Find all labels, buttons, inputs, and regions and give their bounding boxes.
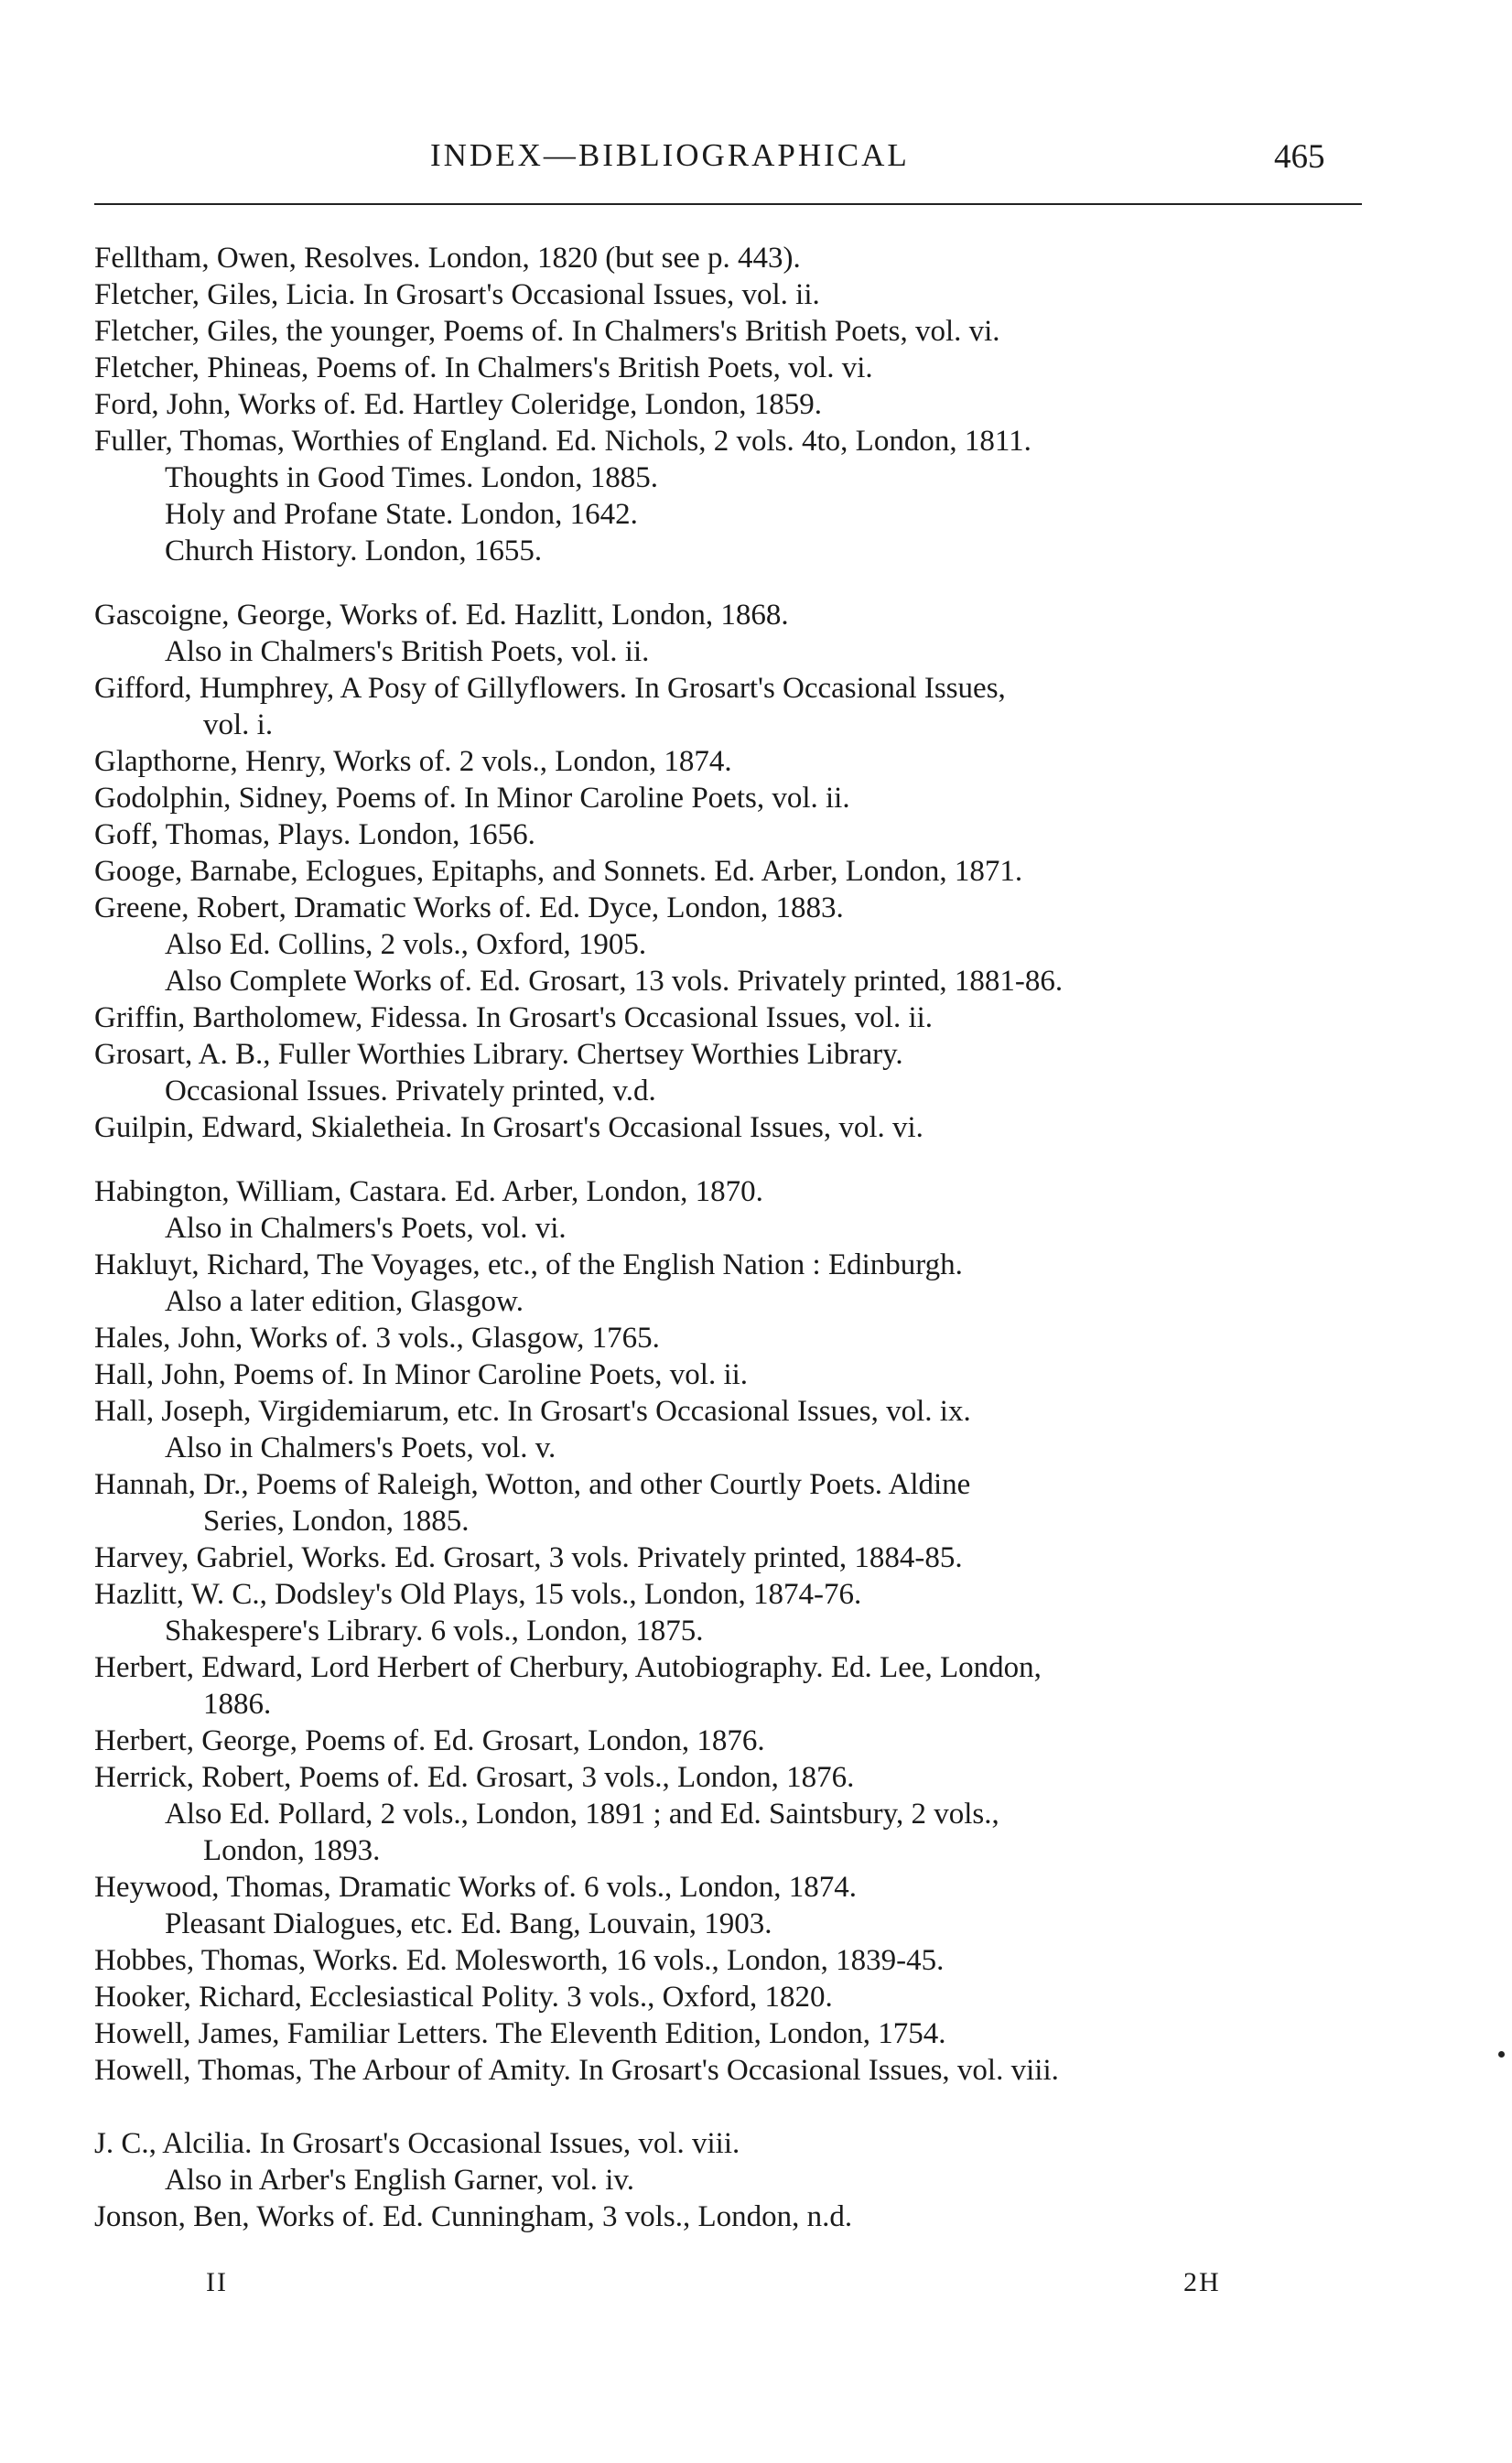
index-subentry: Shakespere's Library. 6 vols., London, 1875.: [165, 1615, 704, 1647]
index-entry: Fletcher, Giles, Licia. In Grosart's Occasional Issues, vol. ii.: [94, 278, 820, 311]
index-entry: Grosart, A. B., Fuller Worthies Library. Chertsey Worthies Library.: [94, 1038, 903, 1071]
index-entry: Ford, John, Works of. Ed. Hartley Coleridge, London, 1859.: [94, 388, 823, 421]
index-entry: Howell, Thomas, The Arbour of Amity. In Grosart's Occasional Issues, vol. viii.: [94, 2054, 1059, 2087]
index-entry: Goff, Thomas, Plays. London, 1656.: [94, 818, 535, 851]
index-entry: Hooker, Richard, Ecclesiastical Polity. 3 vols., Oxford, 1820.: [94, 1981, 833, 2014]
index-subentry: Also in Chalmers's Poets, vol. v.: [165, 1431, 556, 1464]
index-entry: Herbert, George, Poems of. Ed. Grosart, London, 1876.: [94, 1724, 765, 1757]
index-entry: Herrick, Robert, Poems of. Ed. Grosart, 3 vols., London, 1876.: [94, 1761, 855, 1794]
index-entry: Harvey, Gabriel, Works. Ed. Grosart, 3 vols. Privately printed, 1884-85.: [94, 1541, 963, 1574]
index-subentry: Occasional Issues. Privately printed, v.d.: [165, 1075, 656, 1107]
index-entry: Hobbes, Thomas, Works. Ed. Molesworth, 16 vols., London, 1839-45.: [94, 1944, 945, 1977]
index-entry: Fuller, Thomas, Worthies of England. Ed. Nichols, 2 vols. 4to, London, 1811.: [94, 425, 1031, 458]
running-head: [0, 135, 1512, 176]
page-number: 465: [1274, 138, 1325, 176]
index-entry: Heywood, Thomas, Dramatic Works of. 6 vols., London, 1874.: [94, 1871, 857, 1904]
index-entry: J. C., Alcilia. In Grosart's Occasional Issues, vol. viii.: [94, 2127, 740, 2160]
index-entry: Hall, John, Poems of. In Minor Caroline Poets, vol. ii.: [94, 1358, 749, 1391]
index-subentry: Also Ed. Collins, 2 vols., Oxford, 1905.: [165, 928, 647, 961]
index-entry: Fletcher, Phineas, Poems of. In Chalmers's British Poets, vol. vi.: [94, 351, 873, 384]
index-entry: Hakluyt, Richard, The Voyages, etc., of the English Nation : Edinburgh.: [94, 1248, 963, 1281]
index-entry: Felltham, Owen, Resolves. London, 1820 (but see p. 443).: [94, 242, 801, 275]
index-entry: Herbert, Edward, Lord Herbert of Cherbury, Autobiography. Ed. Lee, London,: [94, 1651, 1042, 1684]
index-subentry: Church History. London, 1655.: [165, 535, 543, 567]
index-continuation: vol. i.: [203, 708, 274, 741]
index-subentry: Pleasant Dialogues, etc. Ed. Bang, Louvain, 1903.: [165, 1907, 772, 1940]
index-entry: Howell, James, Familiar Letters. The Eleventh Edition, London, 1754.: [94, 2017, 946, 2050]
index-subentry: Also a later edition, Glasgow.: [165, 1285, 524, 1318]
gathering-mark: 2H: [1183, 2267, 1221, 2297]
index-entry: Griffin, Bartholomew, Fidessa. In Grosart's Occasional Issues, vol. ii.: [94, 1001, 934, 1034]
index-entry: Glapthorne, Henry, Works of. 2 vols., London, 1874.: [94, 745, 732, 778]
index-entry: Hall, Joseph, Virgidemiarum, etc. In Grosart's Occasional Issues, vol. ix.: [94, 1395, 971, 1428]
index-entry: Gifford, Humphrey, A Posy of Gillyflowers. In Grosart's Occasional Issues,: [94, 672, 1006, 705]
index-subentry: Also Complete Works of. Ed. Grosart, 13 vols. Privately printed, 1881-86.: [165, 965, 1064, 998]
index-continuation: Series, London, 1885.: [203, 1505, 470, 1538]
index-subentry: Holy and Profane State. London, 1642.: [165, 498, 638, 531]
index-entry: Hannah, Dr., Poems of Raleigh, Wotton, and other Courtly Poets. Aldine: [94, 1468, 971, 1501]
index-subentry: Also Ed. Pollard, 2 vols., London, 1891 ; and Ed. Saintsbury, 2 vols.,: [165, 1798, 999, 1831]
index-entry: Fletcher, Giles, the younger, Poems of. In Chalmers's British Poets, vol. vi.: [94, 315, 1000, 348]
index-continuation: London, 1893.: [203, 1834, 381, 1867]
margin-speck: [1498, 2051, 1505, 2058]
index-entry: Godolphin, Sidney, Poems of. In Minor Caroline Poets, vol. ii.: [94, 782, 850, 815]
index-subentry: Also in Arber's English Garner, vol. iv.: [165, 2164, 634, 2197]
index-subentry: Thoughts in Good Times. London, 1885.: [165, 461, 659, 494]
index-subentry: Also in Chalmers's British Poets, vol. ii.: [165, 635, 650, 668]
index-continuation: 1886.: [203, 1688, 272, 1721]
index-entry: Guilpin, Edward, Skialetheia. In Grosart's Occasional Issues, vol. vi.: [94, 1111, 923, 1144]
index-entry: Hales, John, Works of. 3 vols., Glasgow, 1765.: [94, 1322, 660, 1355]
index-subentry: Also in Chalmers's Poets, vol. vi.: [165, 1212, 567, 1245]
signature-mark: II: [206, 2267, 228, 2297]
index-entry: Gascoigne, George, Works of. Ed. Hazlitt, London, 1868.: [94, 599, 789, 632]
index-entry: Habington, William, Castara. Ed. Arber, London, 1870.: [94, 1175, 763, 1208]
header-rule: [94, 203, 1362, 205]
running-head-title: INDEX—BIBLIOGRAPHICAL: [430, 137, 910, 173]
index-entry: Greene, Robert, Dramatic Works of. Ed. Dyce, London, 1883.: [94, 891, 844, 924]
index-entry: Hazlitt, W. C., Dodsley's Old Plays, 15 vols., London, 1874-76.: [94, 1578, 862, 1611]
index-entry: Googe, Barnabe, Eclogues, Epitaphs, and Sonnets. Ed. Arber, London, 1871.: [94, 855, 1023, 888]
index-entry: Jonson, Ben, Works of. Ed. Cunningham, 3 vols., London, n.d.: [94, 2200, 853, 2233]
